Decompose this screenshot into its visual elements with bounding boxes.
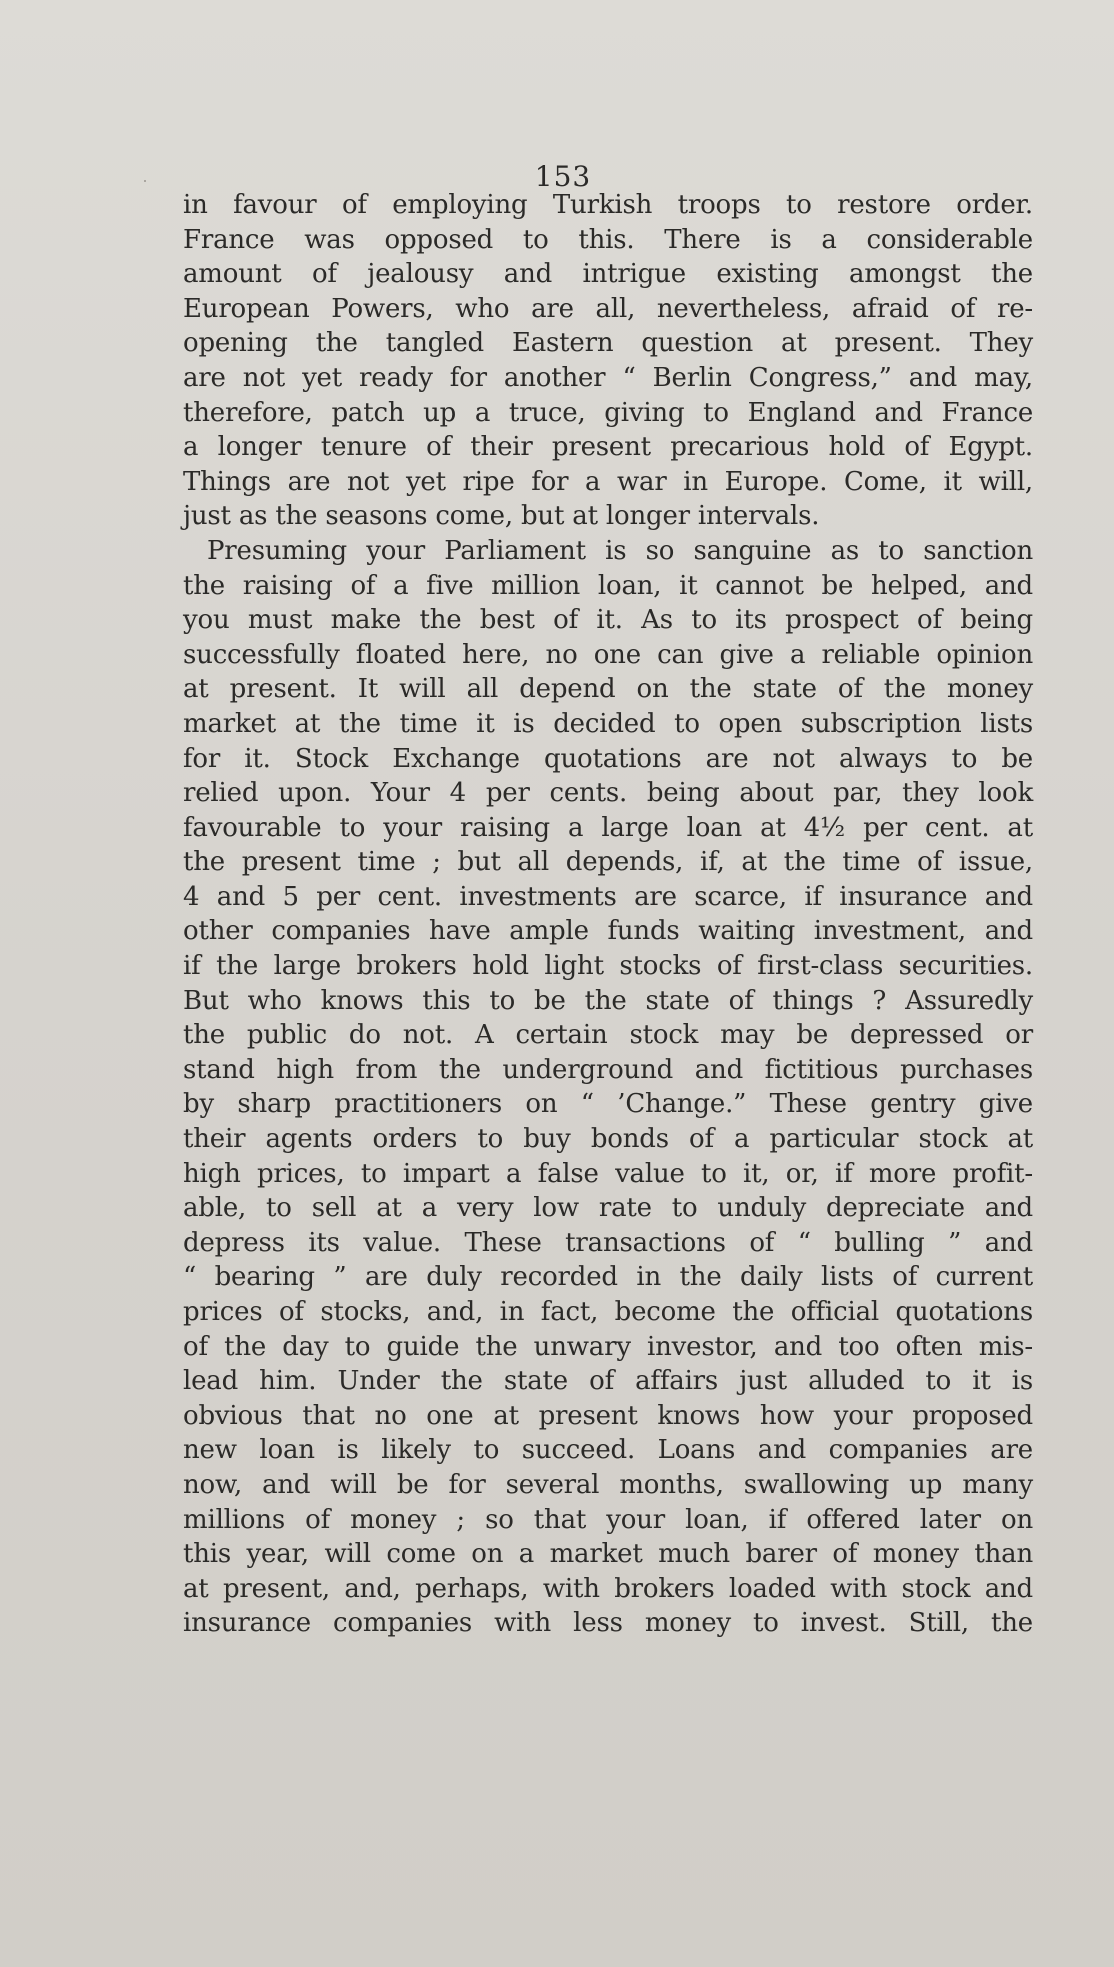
text-line: a longer tenure of their present precarious hold of Egypt. — [183, 432, 1033, 463]
text-line: able, to sell at a very low rate to unduly depreciate and — [183, 1193, 1033, 1224]
text-line: European Powers, who are all, nevertheless, afraid of re- — [183, 293, 1033, 324]
text-line: in favour of employing Turkish troops to restore order. — [183, 190, 1033, 220]
text-line: relied upon. Your 4 per cents. being about par, they look — [183, 778, 1033, 809]
text-line: lead him. Under the state of affairs just alluded to it is — [183, 1366, 1033, 1397]
text-line: just as the seasons come, but at longer intervals. — [183, 501, 820, 532]
text-line: amount of jealousy and intrigue existing amongst the — [183, 259, 1033, 290]
text-line: at present, and, perhaps, with brokers loaded with stock and — [183, 1573, 1033, 1604]
text-line: stand high from the underground and fictitious purchases — [183, 1054, 1033, 1085]
text-line: at present. It will all depend on the state of the money — [183, 674, 1033, 705]
text-line: you must make the best of it. As to its prospect of being — [183, 605, 1033, 636]
text-line: 4 and 5 per cent. investments are scarce, if insurance and — [183, 881, 1033, 912]
text-line: the public do not. A certain stock may be depressed or — [183, 1020, 1033, 1051]
text-line: depress its value. These transactions of “ bulling ” and — [183, 1227, 1033, 1258]
text-line: Things are not yet ripe for a war in Europe. Come, it will, — [183, 466, 1033, 497]
text-line: prices of stocks, and, in fact, become the official quotations — [183, 1297, 1033, 1327]
text-line: the raising of a five million loan, it cannot be helped, and — [183, 570, 1033, 601]
page-number: 153 — [534, 160, 592, 193]
text-line: France was opposed to this. There is a considerable — [183, 224, 1033, 255]
text-line: other companies have ample funds waiting investment, and — [183, 916, 1033, 947]
text-line: now, and will be for several months, swallowing up many — [183, 1469, 1033, 1500]
text-line: are not yet ready for another “ Berlin Congress,” and may, — [183, 362, 1033, 393]
text-line: therefore, patch up a truce, giving to England and France — [183, 397, 1033, 428]
text-line: Presuming your Parliament is so sanguine as to sanction — [207, 535, 1033, 566]
text-line: high prices, to impart a false value to it, or, if more profit- — [183, 1158, 1033, 1189]
text-line: by sharp practitioners on “ ’Change.” These gentry give — [183, 1089, 1033, 1120]
body-text — [183, 188, 1033, 1641]
text-line: opening the tangled Eastern question at present. They — [183, 328, 1033, 359]
text-line: “ bearing ” are duly recorded in the daily lists of current — [183, 1262, 1033, 1293]
text-line: new loan is likely to succeed. Loans and companies are — [183, 1435, 1033, 1466]
text-line: of the day to guide the unwary investor, and too often mis- — [183, 1331, 1033, 1362]
text-line: their agents orders to buy bonds of a particular stock at — [183, 1124, 1033, 1155]
text-line: this year, will come on a market much barer of money than — [183, 1539, 1033, 1570]
text-line: obvious that no one at present knows how your proposed — [183, 1400, 1033, 1431]
text-line: favourable to your raising a large loan at 4½ per cent. at — [183, 812, 1033, 843]
text-line: insurance companies with less money to invest. Still, the — [183, 1608, 1033, 1639]
text-line: the present time ; but all depends, if, at the time of issue, — [183, 847, 1033, 878]
text-line: if the large brokers hold light stocks of first-class securities. — [183, 951, 1033, 982]
text-line: But who knows this to be the state of things ? Assuredly — [183, 985, 1033, 1016]
text-line: successfully floated here, no one can give a reliable opinion — [183, 639, 1033, 670]
text-line: millions of money ; so that your loan, if offered later on — [183, 1504, 1033, 1535]
text-line: market at the time it is decided to open subscription lists — [183, 708, 1033, 739]
text-line: for it. Stock Exchange quotations are not always to be — [183, 743, 1033, 774]
